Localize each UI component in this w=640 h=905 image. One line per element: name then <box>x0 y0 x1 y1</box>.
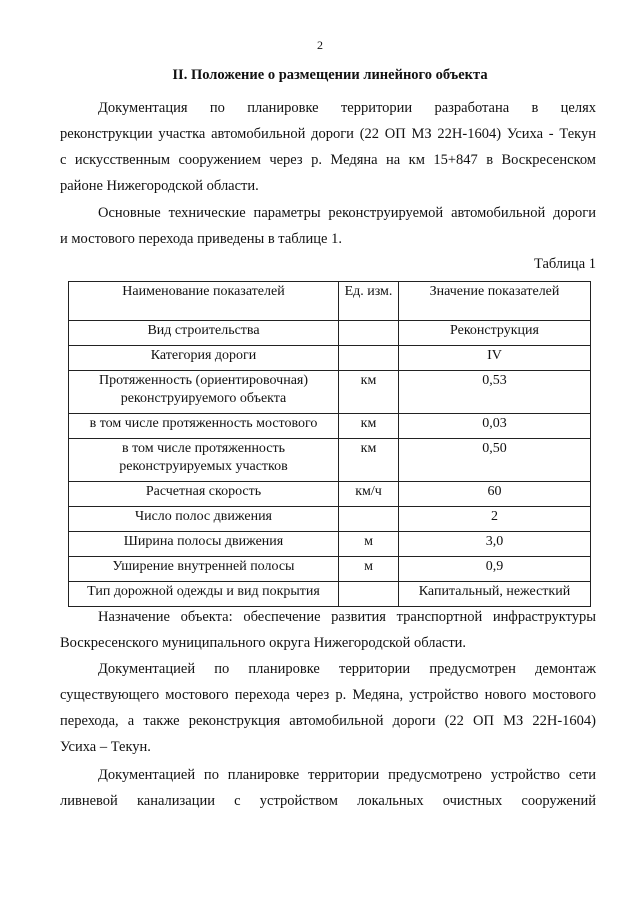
cell-unit <box>339 582 399 607</box>
text-line: районе Нижегородской области. <box>60 178 259 194</box>
cell-unit: м <box>339 532 399 557</box>
cell-name: Ширина полосы движения <box>69 532 339 557</box>
text-line: Усиха – Текун. <box>60 739 151 755</box>
text-line: реконструкции участка автомобильной дороги (22 ОП МЗ 22Н-1604) Усиха - Текун <box>60 126 596 142</box>
paragraph-parameters <box>60 200 596 252</box>
text-line: Воскресенского муниципального округа Нижегородской области. <box>60 635 467 651</box>
table-header-row <box>69 282 591 321</box>
paragraph-drainage <box>60 762 596 814</box>
page-number: 2 <box>317 38 323 52</box>
table-row <box>69 439 591 482</box>
header-name: Наименование показателей <box>69 282 339 321</box>
table-row <box>69 532 591 557</box>
table-row <box>69 482 591 507</box>
header-value: Значение показателей <box>399 282 591 321</box>
cell-name: в том числе протяженность реконструируемых участков <box>69 439 339 482</box>
table-row <box>69 321 591 346</box>
text-line: ливневой канализации с устройством локальных очистных сооружений <box>60 793 596 809</box>
cell-name: Число полос движения <box>69 507 339 532</box>
text-line: Назначение объекта: обеспечение развития транспортной инфраструктуры <box>98 609 596 625</box>
cell-unit: м <box>339 557 399 582</box>
table-caption: Таблица 1 <box>533 256 596 272</box>
cell-value: 60 <box>399 482 591 507</box>
cell-value: 0,9 <box>399 557 591 582</box>
cell-unit <box>339 507 399 532</box>
cell-name: Вид строительства <box>69 321 339 346</box>
cell-value: 0,53 <box>399 371 591 414</box>
text-line: Документацией по планировке территории предусмотрено устройство сети <box>98 767 596 783</box>
cell-unit <box>339 346 399 371</box>
table-row <box>69 582 591 607</box>
section-title: II. Положение о размещении линейного объекта <box>172 67 488 83</box>
table-row <box>69 346 591 371</box>
text-line: и мостового перехода приведены в таблице 1. <box>60 231 342 247</box>
text-line: Основные технические параметры реконструируемой автомобильной дороги <box>98 205 596 221</box>
text-line: Документация по планировке территории разработана в целях <box>98 100 596 116</box>
text-line: Документацией по планировке территории предусмотрен демонтаж <box>98 661 596 677</box>
cell-unit: км <box>339 414 399 439</box>
text-line: перехода, а также реконструкция автомобильной дороги (22 ОП МЗ 22Н-1604) <box>60 713 596 729</box>
table-row <box>69 414 591 439</box>
cell-unit: км/ч <box>339 482 399 507</box>
cell-name: Расчетная скорость <box>69 482 339 507</box>
table-row <box>69 507 591 532</box>
cell-unit: км <box>339 371 399 414</box>
cell-value: 3,0 <box>399 532 591 557</box>
header-unit: Ед. изм. <box>339 282 399 321</box>
paragraph-purpose <box>60 95 596 199</box>
cell-name: Уширение внутренней полосы <box>69 557 339 582</box>
cell-value: Реконструкция <box>399 321 591 346</box>
cell-value: 2 <box>399 507 591 532</box>
text-line: существующего мостового перехода через р. Медяна, устройство нового мостового <box>60 687 596 703</box>
cell-name: Категория дороги <box>69 346 339 371</box>
cell-unit <box>339 321 399 346</box>
cell-name: Тип дорожной одежды и вид покрытия <box>69 582 339 607</box>
text-line: с искусственным сооружением через р. Медяна на км 15+847 в Воскресенском <box>60 152 596 168</box>
table-row <box>69 371 591 414</box>
cell-value: 0,50 <box>399 439 591 482</box>
cell-name: в том числе протяженность мостового <box>69 414 339 439</box>
cell-name: Протяженность (ориентировочная) реконструируемого объекта <box>69 371 339 414</box>
cell-value: 0,03 <box>399 414 591 439</box>
paragraph-demolition <box>60 656 596 760</box>
paragraph-object-purpose <box>60 604 596 656</box>
cell-value: IV <box>399 346 591 371</box>
table-row <box>69 557 591 582</box>
cell-unit: км <box>339 439 399 482</box>
cell-value: Капитальный, нежесткий <box>399 582 591 607</box>
parameters-table <box>68 281 591 607</box>
